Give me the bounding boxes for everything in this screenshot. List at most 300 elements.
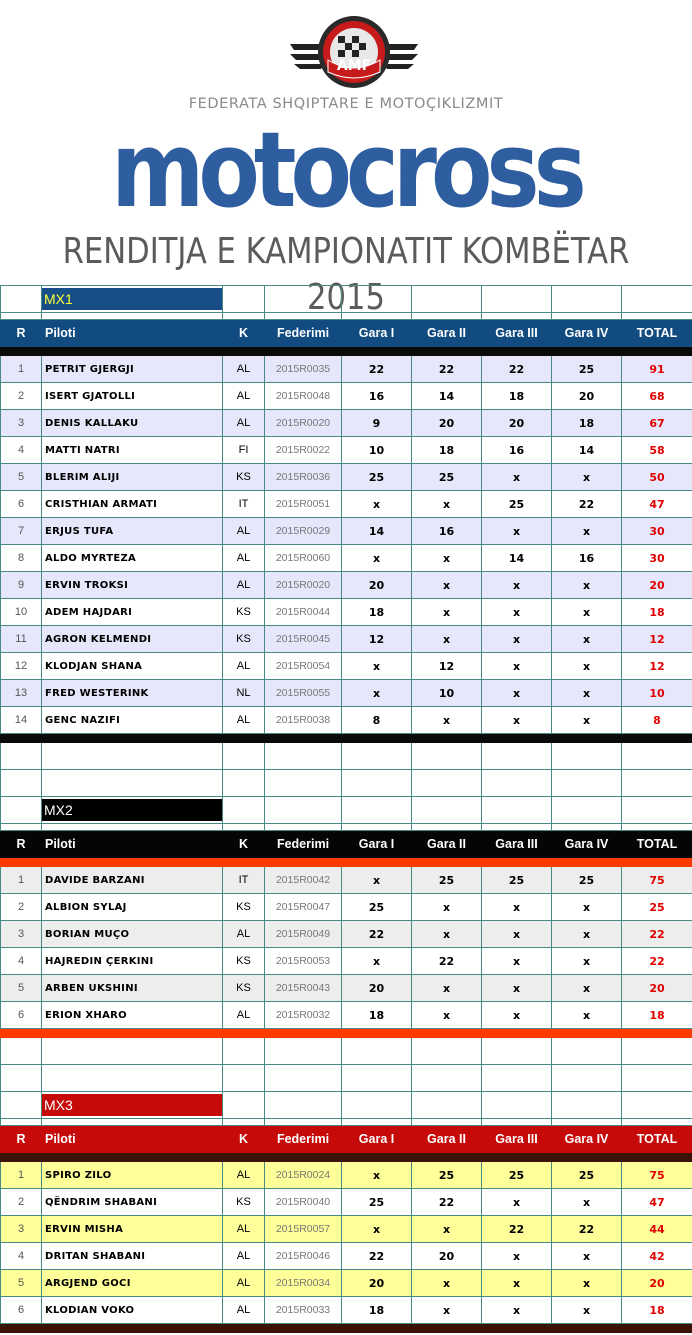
- empty-cell: [1, 1324, 42, 1333]
- rank-cell: 14: [1, 707, 42, 734]
- empty-cell: [412, 797, 482, 824]
- col-total: TOTAL: [622, 831, 692, 858]
- race-2-points: 14: [412, 383, 482, 410]
- race-3-points: x: [482, 921, 552, 948]
- rank-cell: 4: [1, 437, 42, 464]
- empty-cell: [265, 313, 342, 320]
- category-label: MX2: [42, 799, 222, 821]
- empty-cell: [1, 313, 42, 320]
- table-row: [1, 545, 692, 572]
- total-points: 58: [622, 437, 692, 464]
- rank-cell: 2: [1, 1189, 42, 1216]
- empty-cell: [265, 770, 342, 797]
- empty-cell: [223, 1038, 265, 1065]
- race-4-points: x: [552, 653, 622, 680]
- empty-cell: [42, 347, 223, 356]
- race-4-points: x: [552, 1189, 622, 1216]
- license-id: 2015R0055: [265, 680, 342, 707]
- race-1-points: 18: [342, 1002, 412, 1029]
- race-3-points: 22: [482, 1216, 552, 1243]
- empty-cell: [1, 824, 42, 831]
- country-code: AL: [223, 1162, 265, 1189]
- race-4-points: x: [552, 626, 622, 653]
- empty-cell: [265, 1153, 342, 1162]
- empty-cell: [223, 286, 265, 313]
- race-2-points: x: [412, 599, 482, 626]
- table-row: [1, 1189, 692, 1216]
- total-points: 68: [622, 383, 692, 410]
- empty-cell: [42, 770, 223, 797]
- separator-bar: [1, 734, 692, 743]
- col-license: Federimi: [265, 1126, 342, 1153]
- country-code: AL: [223, 356, 265, 383]
- pilot-name: AGRON KELMENDI: [42, 626, 223, 653]
- country-code: FI: [223, 437, 265, 464]
- empty-cell: [223, 824, 265, 831]
- race-3-points: x: [482, 1297, 552, 1324]
- empty-cell: [622, 313, 692, 320]
- column-header-row: [1, 1126, 692, 1153]
- race-3-points: x: [482, 464, 552, 491]
- empty-cell: [482, 1153, 552, 1162]
- separator-bar: [1, 858, 692, 867]
- race-1-points: 18: [342, 1297, 412, 1324]
- empty-cell: [552, 743, 622, 770]
- total-points: 50: [622, 464, 692, 491]
- empty-cell: [265, 1092, 342, 1119]
- race-2-points: x: [412, 1297, 482, 1324]
- empty-cell: [412, 858, 482, 867]
- table-row: [1, 437, 692, 464]
- table-row: [1, 1243, 692, 1270]
- license-id: 2015R0049: [265, 921, 342, 948]
- empty-cell: [622, 858, 692, 867]
- race-3-points: x: [482, 707, 552, 734]
- race-2-points: x: [412, 1002, 482, 1029]
- empty-cell: [265, 347, 342, 356]
- race-2-points: 20: [412, 410, 482, 437]
- race-2-points: 25: [412, 867, 482, 894]
- race-1-points: x: [342, 491, 412, 518]
- empty-cell: [552, 797, 622, 824]
- pilot-name: DAVIDE BARZANI: [42, 867, 223, 894]
- col-race-1: Gara I: [342, 1126, 412, 1153]
- race-4-points: x: [552, 707, 622, 734]
- empty-cell: [622, 347, 692, 356]
- race-4-points: x: [552, 518, 622, 545]
- empty-cell: [342, 1092, 412, 1119]
- empty-row: [1, 1065, 692, 1092]
- race-4-points: 25: [552, 1162, 622, 1189]
- empty-cell: [412, 770, 482, 797]
- race-4-points: x: [552, 680, 622, 707]
- empty-cell: [342, 1324, 412, 1333]
- table-row: [1, 921, 692, 948]
- empty-cell: [265, 1065, 342, 1092]
- table-row: [1, 572, 692, 599]
- category-label-cell: [42, 797, 223, 824]
- empty-cell: [552, 286, 622, 313]
- empty-cell: [1, 1038, 42, 1065]
- race-1-points: 16: [342, 383, 412, 410]
- col-country: K: [223, 320, 265, 347]
- pilot-name: DRITAN SHABANI: [42, 1243, 223, 1270]
- rank-cell: 5: [1, 464, 42, 491]
- amf-logo: [288, 14, 420, 94]
- table-row: [1, 680, 692, 707]
- race-3-points: x: [482, 572, 552, 599]
- race-1-points: 20: [342, 572, 412, 599]
- empty-cell: [552, 770, 622, 797]
- empty-cell: [1, 1029, 42, 1038]
- col-country: K: [223, 831, 265, 858]
- country-code: AL: [223, 1297, 265, 1324]
- pilot-name: ERVIN TROKSI: [42, 572, 223, 599]
- race-1-points: 18: [342, 599, 412, 626]
- empty-cell: [552, 858, 622, 867]
- col-race-4: Gara IV: [552, 320, 622, 347]
- empty-cell: [482, 1092, 552, 1119]
- column-header-row: [1, 320, 692, 347]
- separator-bar: [1, 347, 692, 356]
- col-race-1: Gara I: [342, 320, 412, 347]
- total-points: 30: [622, 545, 692, 572]
- race-4-points: x: [552, 599, 622, 626]
- empty-cell: [622, 734, 692, 743]
- empty-cell: [342, 824, 412, 831]
- race-1-points: x: [342, 867, 412, 894]
- pilot-name: FRED WESTERINK: [42, 680, 223, 707]
- rank-cell: 2: [1, 383, 42, 410]
- empty-cell: [552, 1324, 622, 1333]
- pilot-name: BORIAN MUÇO: [42, 921, 223, 948]
- empty-cell: [42, 1038, 223, 1065]
- country-code: AL: [223, 653, 265, 680]
- empty-cell: [265, 1029, 342, 1038]
- license-id: 2015R0034: [265, 1270, 342, 1297]
- race-2-points: 10: [412, 680, 482, 707]
- col-rank: R: [1, 320, 42, 347]
- pilot-name: ARBEN UKSHINI: [42, 975, 223, 1002]
- race-2-points: 22: [412, 948, 482, 975]
- country-code: KS: [223, 626, 265, 653]
- race-3-points: 25: [482, 867, 552, 894]
- race-3-points: x: [482, 894, 552, 921]
- empty-cell: [223, 1029, 265, 1038]
- table-row: [1, 1002, 692, 1029]
- pilot-name: ALBION SYLAJ: [42, 894, 223, 921]
- empty-cell: [223, 743, 265, 770]
- race-2-points: 22: [412, 1189, 482, 1216]
- total-points: 20: [622, 1270, 692, 1297]
- race-4-points: 18: [552, 410, 622, 437]
- separator-bar: [1, 1029, 692, 1038]
- empty-cell: [42, 313, 223, 320]
- race-2-points: x: [412, 491, 482, 518]
- pilot-name: MATTI NATRI: [42, 437, 223, 464]
- empty-cell: [482, 797, 552, 824]
- race-4-points: x: [552, 1270, 622, 1297]
- empty-cell: [482, 770, 552, 797]
- table-row: [1, 1297, 692, 1324]
- table-row: [1, 356, 692, 383]
- empty-cell: [412, 347, 482, 356]
- table-row: [1, 894, 692, 921]
- pilot-name: KLODIAN VOKO: [42, 1297, 223, 1324]
- race-3-points: x: [482, 653, 552, 680]
- empty-cell: [552, 347, 622, 356]
- col-rank: R: [1, 831, 42, 858]
- empty-cell: [223, 734, 265, 743]
- empty-cell: [342, 797, 412, 824]
- table-row: [1, 410, 692, 437]
- empty-cell: [482, 1065, 552, 1092]
- race-2-points: 16: [412, 518, 482, 545]
- rank-cell: 4: [1, 948, 42, 975]
- col-pilot: Piloti: [42, 1126, 223, 1153]
- race-3-points: x: [482, 1002, 552, 1029]
- empty-cell: [552, 313, 622, 320]
- race-3-points: 16: [482, 437, 552, 464]
- rank-cell: 1: [1, 1162, 42, 1189]
- rank-cell: 5: [1, 975, 42, 1002]
- empty-cell: [342, 1153, 412, 1162]
- country-code: AL: [223, 572, 265, 599]
- empty-row: [1, 770, 692, 797]
- pilot-name: ALDO MYRTEZA: [42, 545, 223, 572]
- race-3-points: x: [482, 1270, 552, 1297]
- empty-cell: [412, 1153, 482, 1162]
- empty-cell: [265, 1324, 342, 1333]
- pilot-name: QËNDRIM SHABANI: [42, 1189, 223, 1216]
- category-label-cell: [42, 1092, 223, 1119]
- race-1-points: 14: [342, 518, 412, 545]
- table-row: [1, 707, 692, 734]
- empty-cell: [42, 1119, 223, 1126]
- pilot-name: DENIS KALLAKU: [42, 410, 223, 437]
- category-label-row: [1, 1092, 692, 1119]
- rank-cell: 6: [1, 1002, 42, 1029]
- race-1-points: 10: [342, 437, 412, 464]
- empty-cell: [342, 1038, 412, 1065]
- total-points: 42: [622, 1243, 692, 1270]
- total-points: 8: [622, 707, 692, 734]
- col-race-2: Gara II: [412, 1126, 482, 1153]
- col-rank: R: [1, 1126, 42, 1153]
- empty-cell: [42, 1065, 223, 1092]
- empty-cell: [342, 734, 412, 743]
- race-2-points: 22: [412, 356, 482, 383]
- country-code: AL: [223, 1216, 265, 1243]
- country-code: AL: [223, 518, 265, 545]
- pilot-name: BLERIM ALIJI: [42, 464, 223, 491]
- license-id: 2015R0036: [265, 464, 342, 491]
- license-id: 2015R0051: [265, 491, 342, 518]
- col-license: Federimi: [265, 831, 342, 858]
- pilot-name: KLODJAN SHANA: [42, 653, 223, 680]
- race-4-points: 25: [552, 867, 622, 894]
- empty-cell: [42, 734, 223, 743]
- col-race-4: Gara IV: [552, 831, 622, 858]
- empty-cell: [622, 1324, 692, 1333]
- table-row: [1, 653, 692, 680]
- pilot-name: ERJUS TUFA: [42, 518, 223, 545]
- amf-logo-icon: [288, 14, 420, 94]
- empty-cell: [223, 1092, 265, 1119]
- empty-cell: [482, 1119, 552, 1126]
- empty-cell: [622, 743, 692, 770]
- license-id: 2015R0053: [265, 948, 342, 975]
- license-id: 2015R0060: [265, 545, 342, 572]
- country-code: KS: [223, 894, 265, 921]
- table-row: [1, 491, 692, 518]
- separator-bar: [1, 1153, 692, 1162]
- spacer-row: [1, 824, 692, 831]
- table-row: [1, 383, 692, 410]
- empty-cell: [1, 347, 42, 356]
- country-code: AL: [223, 1270, 265, 1297]
- empty-cell: [223, 797, 265, 824]
- empty-cell: [622, 286, 692, 313]
- col-country: K: [223, 1126, 265, 1153]
- empty-cell: [622, 1038, 692, 1065]
- table-row: [1, 599, 692, 626]
- license-id: 2015R0024: [265, 1162, 342, 1189]
- empty-cell: [265, 797, 342, 824]
- race-1-points: x: [342, 1162, 412, 1189]
- empty-cell: [223, 313, 265, 320]
- empty-cell: [1, 734, 42, 743]
- license-id: 2015R0057: [265, 1216, 342, 1243]
- rank-cell: 3: [1, 1216, 42, 1243]
- total-points: 44: [622, 1216, 692, 1243]
- race-4-points: x: [552, 1297, 622, 1324]
- category-label: MX3: [42, 1094, 222, 1116]
- empty-cell: [42, 824, 223, 831]
- spacer-row: [1, 1119, 692, 1126]
- race-4-points: x: [552, 921, 622, 948]
- empty-cell: [223, 347, 265, 356]
- license-id: 2015R0020: [265, 410, 342, 437]
- rank-cell: 9: [1, 572, 42, 599]
- race-1-points: x: [342, 653, 412, 680]
- country-code: AL: [223, 545, 265, 572]
- empty-cell: [1, 770, 42, 797]
- col-race-3: Gara III: [482, 1126, 552, 1153]
- empty-cell: [42, 1029, 223, 1038]
- country-code: KS: [223, 464, 265, 491]
- rank-cell: 11: [1, 626, 42, 653]
- total-points: 20: [622, 975, 692, 1002]
- empty-cell: [482, 347, 552, 356]
- total-points: 67: [622, 410, 692, 437]
- race-2-points: x: [412, 1270, 482, 1297]
- empty-cell: [552, 824, 622, 831]
- race-4-points: x: [552, 1002, 622, 1029]
- page-subtitle: RENDITJA E KAMPIONATIT KOMBËTAR 2015: [62, 231, 630, 318]
- race-2-points: x: [412, 1216, 482, 1243]
- license-id: 2015R0038: [265, 707, 342, 734]
- empty-cell: [622, 1029, 692, 1038]
- pilot-name: SPIRO ZILO: [42, 1162, 223, 1189]
- separator-bar: [1, 1324, 692, 1333]
- total-points: 91: [622, 356, 692, 383]
- logo-text: AMF: [336, 58, 372, 74]
- empty-cell: [482, 734, 552, 743]
- empty-cell: [342, 1065, 412, 1092]
- race-3-points: 20: [482, 410, 552, 437]
- empty-cell: [265, 1119, 342, 1126]
- empty-cell: [552, 1153, 622, 1162]
- empty-cell: [42, 858, 223, 867]
- empty-cell: [342, 347, 412, 356]
- race-3-points: x: [482, 948, 552, 975]
- race-1-points: x: [342, 1216, 412, 1243]
- race-2-points: x: [412, 545, 482, 572]
- country-code: KS: [223, 948, 265, 975]
- empty-cell: [552, 1065, 622, 1092]
- col-race-1: Gara I: [342, 831, 412, 858]
- column-header-row: [1, 831, 692, 858]
- license-id: 2015R0020: [265, 572, 342, 599]
- country-code: IT: [223, 491, 265, 518]
- race-4-points: 16: [552, 545, 622, 572]
- rank-cell: 12: [1, 653, 42, 680]
- empty-cell: [342, 286, 412, 313]
- col-race-3: Gara III: [482, 831, 552, 858]
- race-4-points: x: [552, 948, 622, 975]
- race-1-points: 25: [342, 1189, 412, 1216]
- race-3-points: x: [482, 1243, 552, 1270]
- empty-cell: [342, 858, 412, 867]
- race-1-points: 25: [342, 894, 412, 921]
- race-2-points: x: [412, 626, 482, 653]
- table-row: [1, 464, 692, 491]
- race-1-points: 20: [342, 975, 412, 1002]
- total-points: 47: [622, 1189, 692, 1216]
- empty-cell: [412, 1119, 482, 1126]
- empty-cell: [412, 824, 482, 831]
- table-row: [1, 1270, 692, 1297]
- race-2-points: x: [412, 975, 482, 1002]
- spacer-row: [1, 313, 692, 320]
- pilot-name: ISERT GJATOLLI: [42, 383, 223, 410]
- country-code: AL: [223, 383, 265, 410]
- race-1-points: 12: [342, 626, 412, 653]
- race-1-points: x: [342, 680, 412, 707]
- pilot-name: GENC NAZIFI: [42, 707, 223, 734]
- license-id: 2015R0040: [265, 1189, 342, 1216]
- total-points: 20: [622, 572, 692, 599]
- empty-cell: [622, 1092, 692, 1119]
- license-id: 2015R0043: [265, 975, 342, 1002]
- race-4-points: 14: [552, 437, 622, 464]
- empty-cell: [482, 286, 552, 313]
- pilot-name: ERVIN MISHA: [42, 1216, 223, 1243]
- race-3-points: x: [482, 518, 552, 545]
- rank-cell: 10: [1, 599, 42, 626]
- empty-cell: [223, 1324, 265, 1333]
- license-id: 2015R0042: [265, 867, 342, 894]
- empty-cell: [482, 824, 552, 831]
- empty-cell: [552, 734, 622, 743]
- license-id: 2015R0033: [265, 1297, 342, 1324]
- table-row: [1, 948, 692, 975]
- rank-cell: 3: [1, 921, 42, 948]
- empty-cell: [412, 1065, 482, 1092]
- race-1-points: 20: [342, 1270, 412, 1297]
- race-1-points: 9: [342, 410, 412, 437]
